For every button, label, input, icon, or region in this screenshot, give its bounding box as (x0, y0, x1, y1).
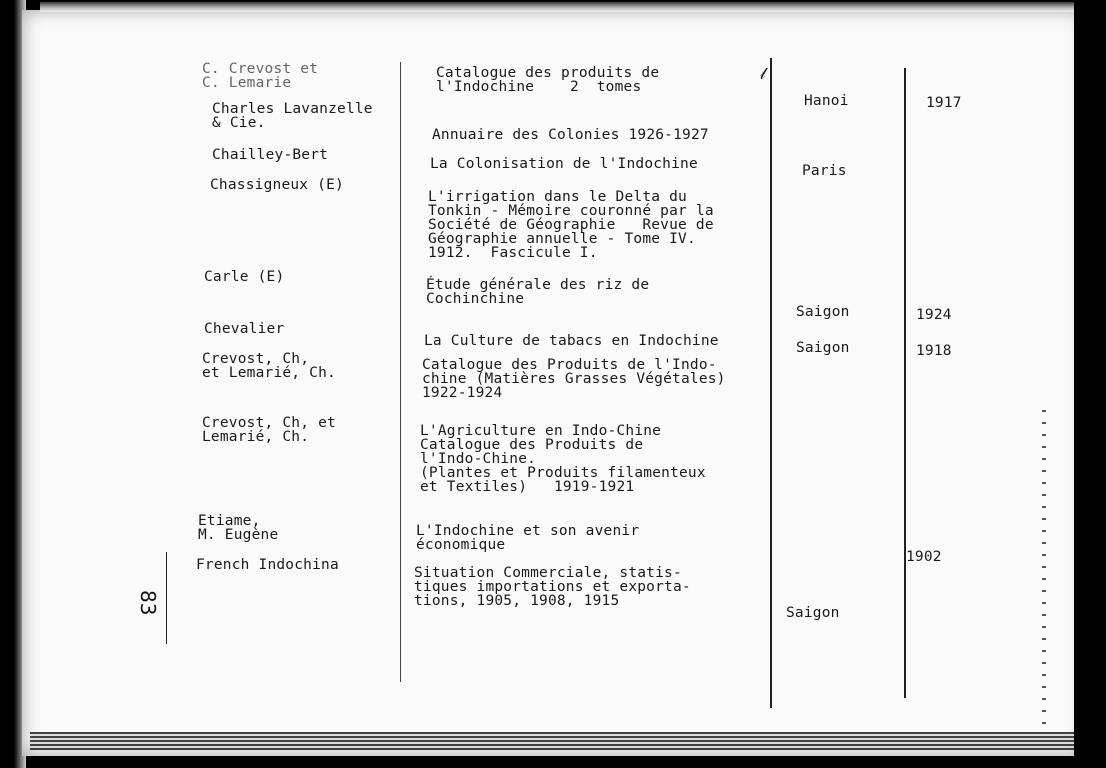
author-entry: Chailley-Bert (212, 147, 329, 163)
author-entry: Chassigneux (E) (210, 177, 344, 193)
place-entry: Saigon (796, 304, 850, 320)
author-entry: Carle (E) (204, 269, 285, 285)
year-entry: 1902 (906, 549, 942, 565)
title-entry: Catalogue des produits de l'Indochine 2 tomes (436, 65, 660, 95)
title-entry: La Colonisation de l'Indochine (430, 156, 698, 172)
film-edge-right (1074, 0, 1106, 768)
author-entry: Etiame, M. Eugène (198, 513, 279, 543)
margin-rule-left (166, 552, 167, 644)
place-entry: Paris (802, 163, 847, 179)
page-dots (1042, 410, 1046, 730)
title-entry: Catalogue des Produits de l'Indo- chine (Matières Grasses Végétales) 1922-1924 (422, 357, 726, 401)
year-entry: 1918 (916, 343, 952, 359)
place-entry: Saigon (786, 605, 840, 621)
handwritten-tick-mark: 𝓁 (760, 64, 766, 83)
author-entry: Charles Lavanzelle & Cie. (212, 101, 373, 131)
title-entry: Situation Commerciale, statis- tiques importations et exporta- tions, 1905, 1908, 1915 (414, 565, 691, 609)
title-entry: Étude générale des riz de Cochinchine (426, 277, 650, 307)
place-entry: Hanoi (804, 93, 849, 109)
title-entry: L'Indochine et son avenir économique (416, 523, 640, 553)
column-rule-place (770, 58, 772, 708)
author-entry: Crevost, Ch, et Lemarié, Ch. (202, 415, 336, 445)
title-entry: La Culture de tabacs en Indochine (424, 333, 719, 349)
page-top-edge (40, 2, 1090, 12)
handwritten-margin-note: 83 (136, 590, 160, 616)
column-rule-title (400, 62, 401, 682)
year-entry: 1924 (916, 307, 952, 323)
page-bottom-edge (30, 732, 1090, 750)
title-entry: Annuaire des Colonies 1926-1927 (432, 127, 709, 143)
title-entry: L'irrigation dans le Delta du Tonkin - Mémoire couronné par la Société de Géographie Revue de Géographie annuelle - Tome IV. 1912. Fascicule I. (428, 189, 714, 261)
author-entry: C. Crevost et C. Lemarie (202, 61, 319, 91)
title-entry: L'Agriculture en Indo-Chine Catalogue des Produits de l'Indo-Chine. (Plantes et Produits filamenteux et Textiles) 1919-1921 (420, 423, 706, 495)
author-entry: Crevost, Ch, et Lemarié, Ch. (202, 351, 336, 381)
author-entry: Chevalier (204, 321, 285, 337)
column-rule-year (904, 68, 906, 698)
place-entry: Saigon (796, 340, 850, 356)
year-entry: 1917 (926, 95, 962, 111)
author-entry: French Indochina (196, 557, 339, 573)
